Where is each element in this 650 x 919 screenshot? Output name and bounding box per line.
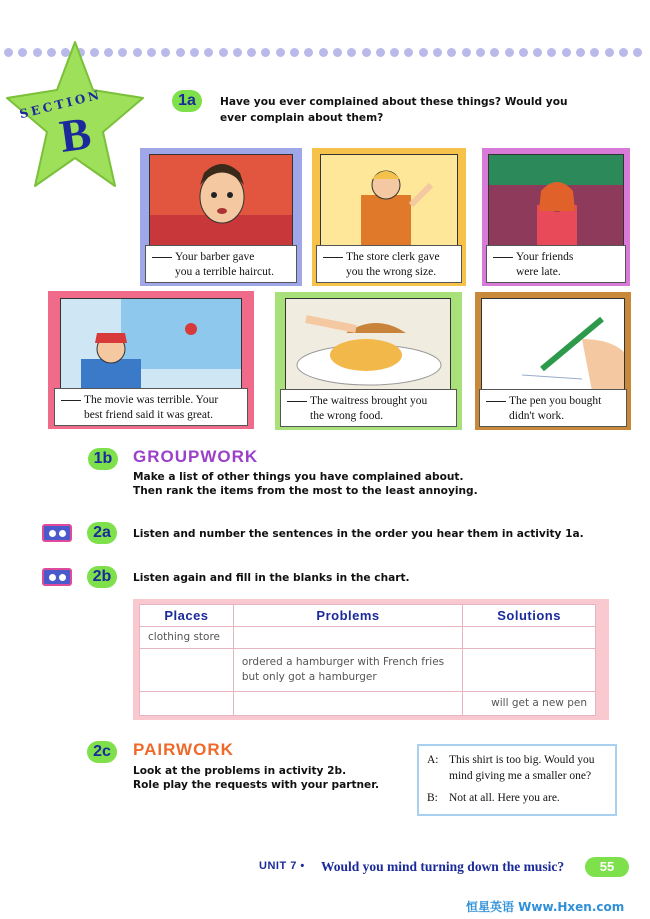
instruction-2c-line2: Role play the requests with your partner.	[133, 779, 379, 791]
caption-line: you a terrible haircut.	[175, 266, 274, 278]
header-problems: Problems	[233, 605, 462, 627]
instruction-1b-line1: Make a list of other things you have complained about.	[133, 471, 464, 483]
caption-movie	[54, 388, 248, 426]
movie-theater-illustration-icon	[61, 299, 242, 390]
answer-blank[interactable]	[61, 400, 81, 401]
section-letter: B	[56, 107, 95, 162]
instruction-2a: Listen and number the sentences in the order you hear them in activity 1a.	[133, 528, 584, 540]
problems-chart	[139, 604, 596, 716]
activity-badge-2a: 2a	[87, 522, 117, 544]
dot	[261, 48, 270, 57]
dot	[462, 48, 471, 57]
chart-cell[interactable]	[140, 649, 234, 691]
dot	[605, 48, 614, 57]
dot	[505, 48, 514, 57]
caption-line: The movie was terrible. Your	[84, 394, 219, 406]
instruction-1a-line1: Have you ever complained about these things? Would you	[220, 96, 568, 108]
pairwork-heading: PAIRWORK	[133, 740, 234, 759]
dot	[447, 48, 456, 57]
cassette-icon	[42, 568, 72, 586]
card-wrong-food	[275, 292, 462, 430]
chart-cell[interactable]	[463, 627, 596, 649]
dot	[233, 48, 242, 57]
dot	[562, 48, 571, 57]
speaker-b-label: B:	[427, 792, 438, 804]
dot	[304, 48, 313, 57]
caption-haircut	[145, 245, 297, 283]
dot	[404, 48, 413, 57]
dot	[276, 48, 285, 57]
card-wrong-size	[312, 148, 466, 286]
waiting-girl-illustration-icon	[489, 155, 624, 246]
chart-cell: clothing store	[140, 627, 234, 649]
unit-title: Would you mind turning down the music?	[321, 859, 565, 874]
speaker-b-line: Not at all. Here you are.	[449, 792, 560, 804]
chart-cell: ordered a hamburger with French fries but only got a hamburger	[233, 649, 462, 691]
dot	[576, 48, 585, 57]
caption-line: Your friends	[516, 251, 574, 263]
caption-line: didn't work.	[509, 410, 565, 422]
dot	[219, 48, 228, 57]
dot	[362, 48, 371, 57]
header-solutions: Solutions	[463, 605, 596, 627]
picture-store-clerk	[320, 154, 458, 246]
answer-blank[interactable]	[323, 257, 343, 258]
dot	[433, 48, 442, 57]
pen-illustration-icon	[482, 299, 625, 390]
speaker-a-label: A:	[427, 754, 439, 766]
speaker-a-line2: mind giving me a smaller one?	[449, 770, 592, 782]
answer-blank[interactable]	[493, 257, 513, 258]
activity-badge-1a: 1a	[172, 90, 202, 112]
caption-line: The pen you bought	[509, 395, 602, 407]
section-word: SECTION	[18, 87, 104, 122]
barber-illustration-icon	[150, 155, 293, 246]
page-number: 55	[585, 857, 629, 877]
dot	[190, 48, 199, 57]
dot	[519, 48, 528, 57]
picture-barber	[149, 154, 293, 246]
caption-line: The store clerk gave	[346, 251, 440, 263]
card-haircut	[140, 148, 302, 286]
dot	[376, 48, 385, 57]
dot	[319, 48, 328, 57]
caption-wrong-size	[316, 245, 462, 283]
chart-cell[interactable]	[140, 691, 234, 715]
table-row	[140, 627, 596, 649]
caption-line: you the wrong size.	[346, 266, 437, 278]
activity-badge-2b: 2b	[87, 566, 117, 588]
instruction-2b: Listen again and fill in the blanks in the chart.	[133, 572, 410, 584]
groupwork-heading: GROUPWORK	[133, 447, 259, 466]
chart-header-row	[140, 605, 596, 627]
caption-line: The waitress brought you	[310, 395, 428, 407]
chart-cell[interactable]	[463, 649, 596, 691]
dot	[390, 48, 399, 57]
dot	[619, 48, 628, 57]
card-pen	[475, 292, 631, 430]
dot	[590, 48, 599, 57]
caption-line: were late.	[516, 266, 561, 278]
picture-movie	[60, 298, 242, 390]
instruction-1a-line2: ever complain about them?	[220, 112, 384, 124]
table-row	[140, 691, 596, 715]
dot	[347, 48, 356, 57]
caption-wrong-food	[280, 389, 457, 427]
answer-blank[interactable]	[287, 401, 307, 402]
picture-friends	[488, 154, 624, 246]
caption-line: Your barber gave	[175, 251, 255, 263]
caption-line: best friend said it was great.	[84, 409, 214, 421]
card-friends-late	[482, 148, 630, 286]
dot	[204, 48, 213, 57]
card-movie	[48, 291, 254, 429]
dialog-box	[417, 744, 617, 816]
table-row	[140, 649, 596, 691]
dot	[419, 48, 428, 57]
caption-pen	[479, 389, 627, 427]
dot	[533, 48, 542, 57]
picture-waitress	[285, 298, 451, 390]
chart-cell[interactable]	[233, 691, 462, 715]
answer-blank[interactable]	[486, 401, 506, 402]
dot	[633, 48, 642, 57]
cassette-icon	[42, 524, 72, 542]
instruction-2c-line1: Look at the problems in activity 2b.	[133, 765, 347, 777]
activity-badge-1b: 1b	[88, 448, 118, 470]
dot	[247, 48, 256, 57]
unit-label: UNIT 7 •	[259, 860, 305, 872]
watermark: 恒星英语 Www.Hxen.com	[466, 900, 625, 914]
dot	[333, 48, 342, 57]
activity-badge-2c: 2c	[87, 741, 117, 763]
caption-line: the wrong food.	[310, 410, 384, 422]
header-places: Places	[140, 605, 234, 627]
store-clerk-illustration-icon	[321, 155, 458, 246]
speaker-a-line1: This shirt is too big. Would you	[449, 754, 595, 766]
dot	[161, 48, 170, 57]
dot	[147, 48, 156, 57]
dot	[176, 48, 185, 57]
dot	[476, 48, 485, 57]
picture-pen	[481, 298, 625, 390]
answer-blank[interactable]	[152, 257, 172, 258]
instruction-1b-line2: Then rank the items from the most to the least annoying.	[133, 485, 478, 497]
dot	[290, 48, 299, 57]
chart-cell: will get a new pen	[463, 691, 596, 715]
plate-of-food-illustration-icon	[286, 299, 451, 390]
chart-cell[interactable]	[233, 627, 462, 649]
caption-friends-late	[486, 245, 626, 283]
dot	[490, 48, 499, 57]
dot	[547, 48, 556, 57]
